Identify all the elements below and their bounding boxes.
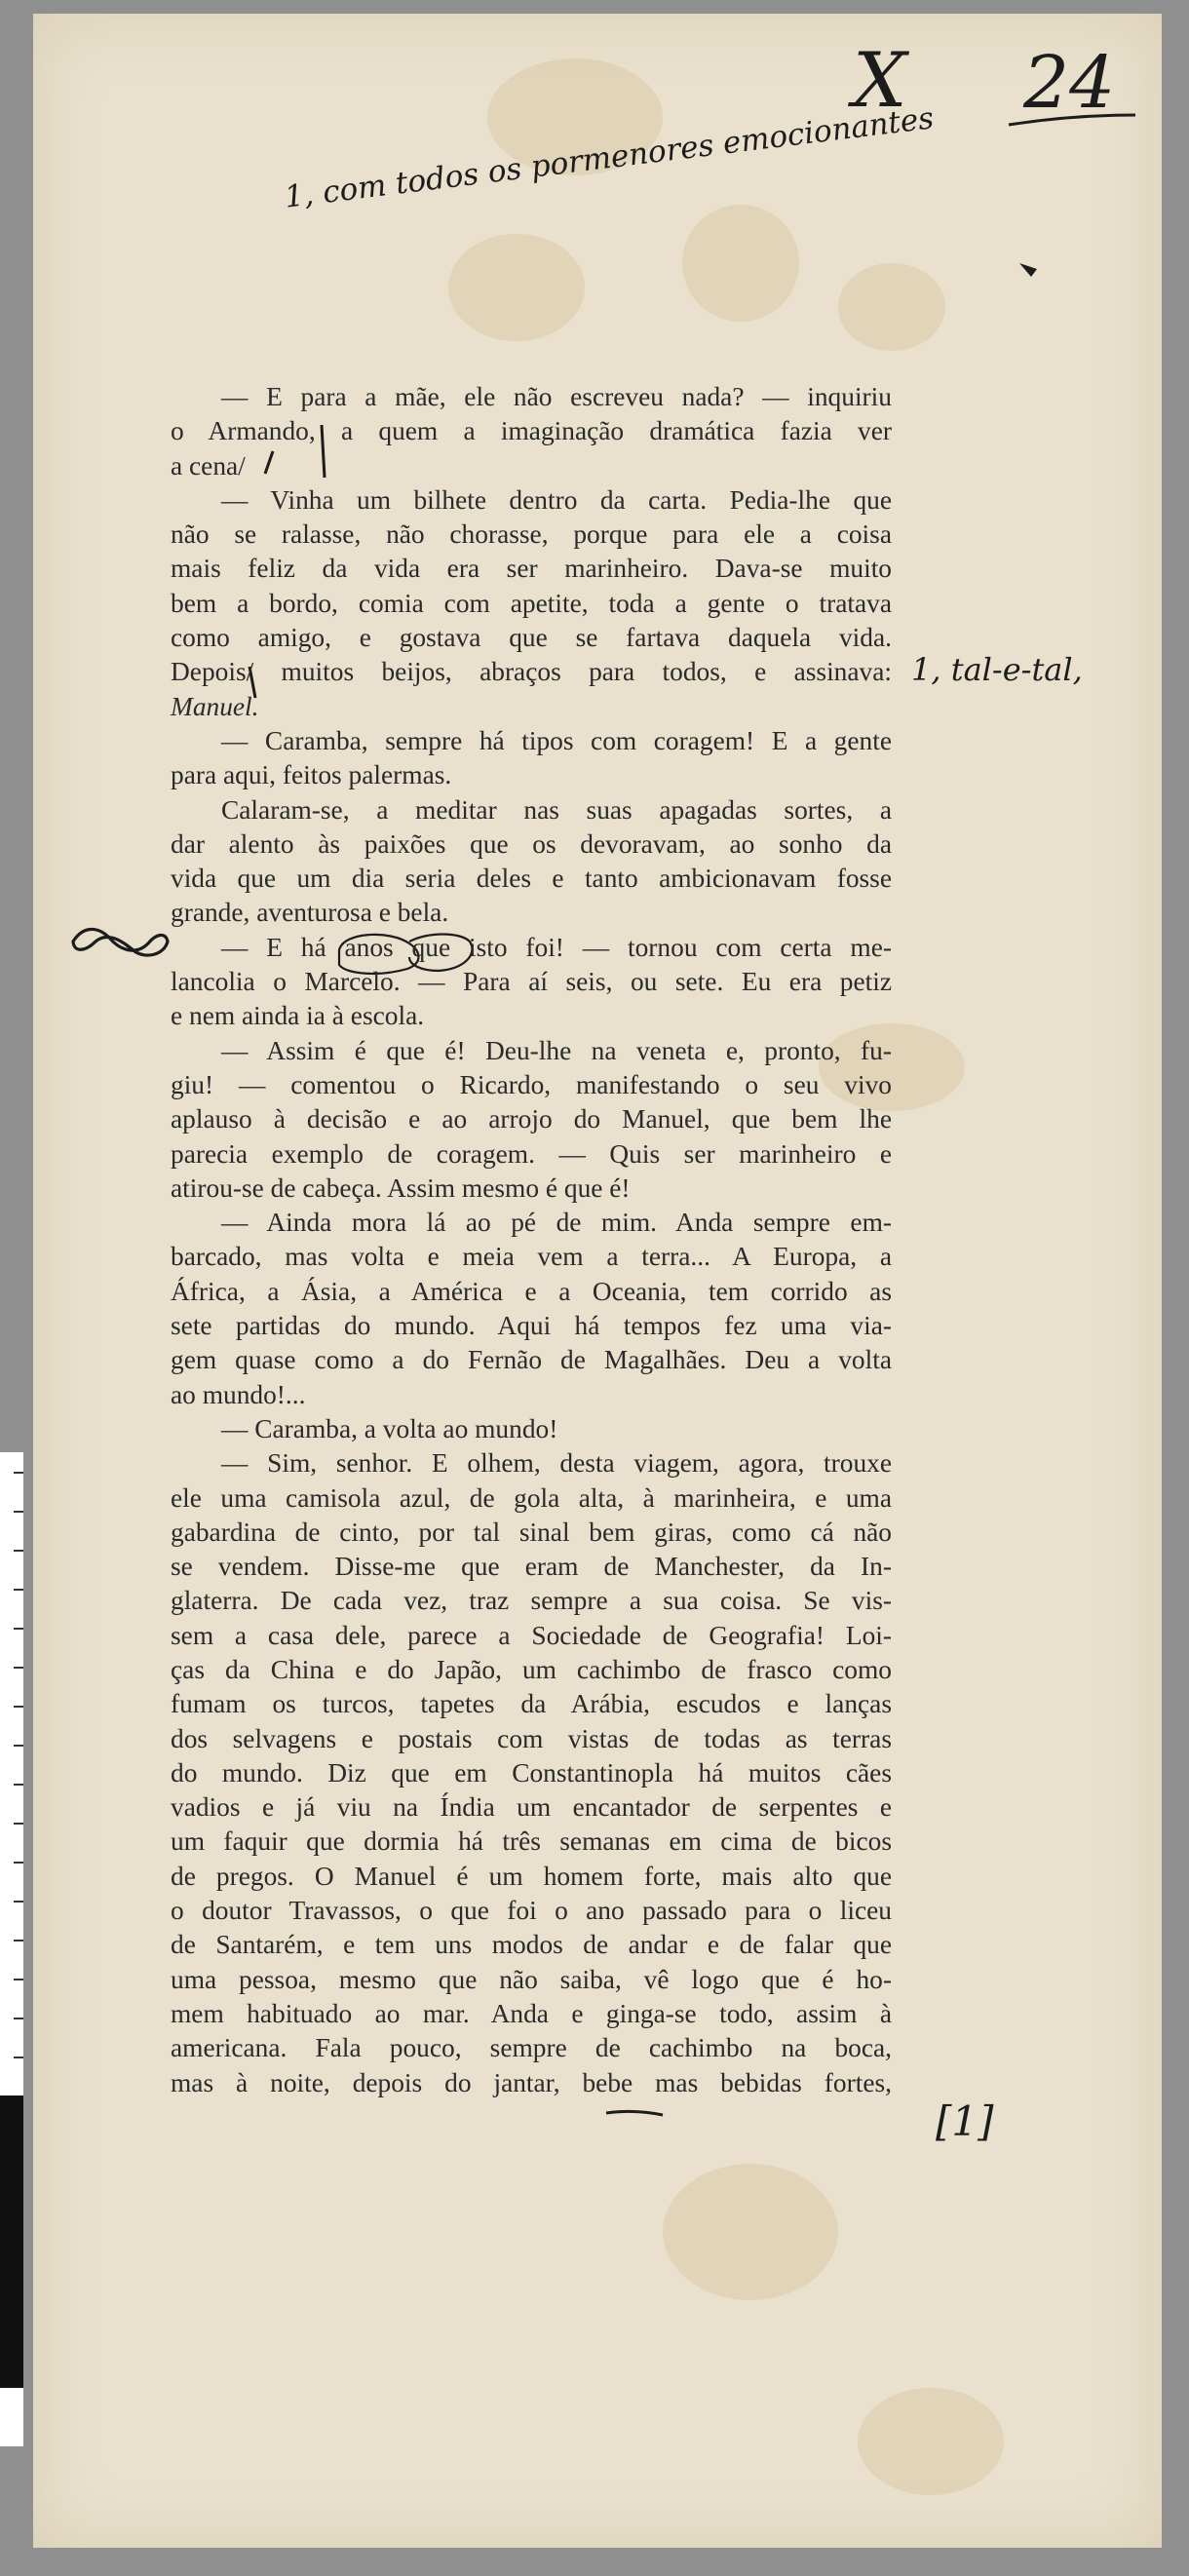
text-line: vadios e já viu na Índia um encantador de serpentes e	[171, 1792, 892, 1823]
text-line: — Caramba, sempre há tipos com coragem! E a gente	[221, 725, 892, 755]
text-line: para aqui, feitos palermas.	[171, 760, 452, 790]
top-handwritten-note: 1, com todos os pormenores emocionantes	[283, 100, 937, 215]
text-line: parecia exemplo de coragem. — Quis ser marinheiro e	[171, 1138, 892, 1169]
text-line: ele uma camisola azul, de gola alta, à marinheira, e uma	[171, 1482, 892, 1513]
text-line: a cena/	[171, 450, 246, 481]
text-line: como amigo, e gostava que se fartava daquela vida.	[171, 623, 892, 653]
typed-text-block	[171, 380, 892, 2100]
text-line: mas à noite, depois do jantar, bebe mas bebidas fortes,	[171, 2067, 892, 2097]
text-line: — Ainda mora lá ao pé de mim. Anda sempre em-	[221, 1208, 892, 1238]
text-line: o doutor Travassos, o que foi o ano passado para o liceu	[171, 1896, 892, 1926]
text-line: — Vinha um bilhete dentro da carta. Pedia-lhe que	[221, 484, 892, 515]
text-line: sem a casa dele, parece a Sociedade de Geografia! Loi-	[171, 1620, 892, 1650]
text-line: fumam os turcos, tapetes da Arábia, escudos e lanças	[171, 1689, 892, 1719]
text-line: — Assim é que é! Deu-lhe na veneta e, pronto, fu-	[221, 1035, 892, 1065]
text-line: não se ralasse, não chorasse, porque para ele a coisa	[171, 519, 892, 550]
text-line: ças da China e do Japão, um cachimbo de frasco como	[171, 1654, 892, 1684]
text-line: — E para a mãe, ele não escreveu nada? — inquiriu	[221, 382, 892, 411]
left-margin-loop-mark	[73, 929, 168, 955]
text-line: se vendem. Disse-me que eram de Manchester, da In-	[171, 1552, 892, 1582]
strike-through	[606, 2111, 663, 2115]
margin-handwritten-note: 1, tal-e-tal,	[911, 651, 1083, 688]
text-line: — Caramba, a volta ao mundo!	[221, 1413, 558, 1443]
text-line: Depois/ muitos beijos, abraços para todos, e assinava:	[171, 657, 892, 687]
text-line: bem a bordo, comia com apetite, toda a gente o tratava	[171, 588, 892, 618]
text-line: Manuel.	[171, 691, 259, 721]
text-line: glaterra. De cada vez, traz sempre a sua coisa. Se vis-	[171, 1586, 892, 1616]
text-line: — Sim, senhor. E olhem, desta viagem, agora, trouxe	[221, 1448, 892, 1479]
page-number-underline	[1009, 115, 1135, 125]
text-line: aplauso à decisão e ao arrojo do Manuel, que bem lhe	[171, 1104, 892, 1134]
text-line: grande, aventurosa e bela.	[171, 898, 449, 928]
text-line: e nem ainda ia à escola.	[171, 1001, 425, 1031]
text-line: giu! — comentou o Ricardo, manifestando o seu vivo	[171, 1069, 892, 1099]
text-line: ao mundo!...	[171, 1379, 306, 1409]
text-line: vida que um dia seria deles e tanto ambicionavam fosse	[171, 864, 892, 894]
bottom-correction-mark: [1]	[936, 2097, 994, 2145]
text-line: mais feliz da vida era ser marinheiro. Dava-se muito	[171, 554, 892, 584]
text-line: dar alento às paixões que os devoravam, ao sonho da	[171, 828, 892, 859]
text-line: de Santarém, e tem uns modos de andar e de falar que	[171, 1930, 892, 1960]
text-line: África, a Ásia, a América e a Oceania, tem corrido as	[171, 1276, 892, 1306]
text-line: sete partidas do mundo. Aqui há tempos fez uma via-	[171, 1311, 892, 1341]
text-line: o Armando, a quem a imaginação dramática fazia ver	[171, 416, 892, 446]
text-line: gem quase como a do Fernão de Magalhães. Deu a volta	[171, 1345, 892, 1375]
text-line: do mundo. Diz que em Constantinopla há muitos cães	[171, 1757, 892, 1788]
text-line: — E há anos que isto foi! — tornou com certa me-	[221, 932, 892, 962]
text-line: de pregos. O Manuel é um homem forte, mais alto que	[171, 1861, 892, 1891]
page-number: 24	[1023, 41, 1116, 125]
text-line: Calaram-se, a meditar nas suas apagadas sortes, a	[221, 794, 892, 825]
text-line: mem habituado ao mar. Anda e ginga-se todo, assim à	[171, 1998, 892, 2028]
text-line: uma pessoa, mesmo que não saiba, vê logo que é ho-	[171, 1964, 892, 1994]
corner-x-mark: X	[853, 37, 907, 125]
text-line: dos selvagens e postais com vistas de todas as terras	[171, 1723, 892, 1753]
text-line: barcado, mas volta e meia vem a terra... A Europa, a	[171, 1242, 892, 1272]
text-line: lancolia o Marcelo. — Para aí seis, ou sete. Eu era petiz	[171, 967, 892, 997]
text-line: atirou-se de cabeça. Assim mesmo é que é!	[171, 1173, 631, 1203]
small-mark	[1019, 263, 1037, 277]
text-line: gabardina de cinto, por tal sinal bem giras, como cá não	[171, 1517, 892, 1547]
text-line: americana. Fala pouco, sempre de cachimbo na boca,	[171, 2033, 892, 2063]
text-line: um faquir que dormia há três semanas em cima de bicos	[171, 1826, 892, 1857]
